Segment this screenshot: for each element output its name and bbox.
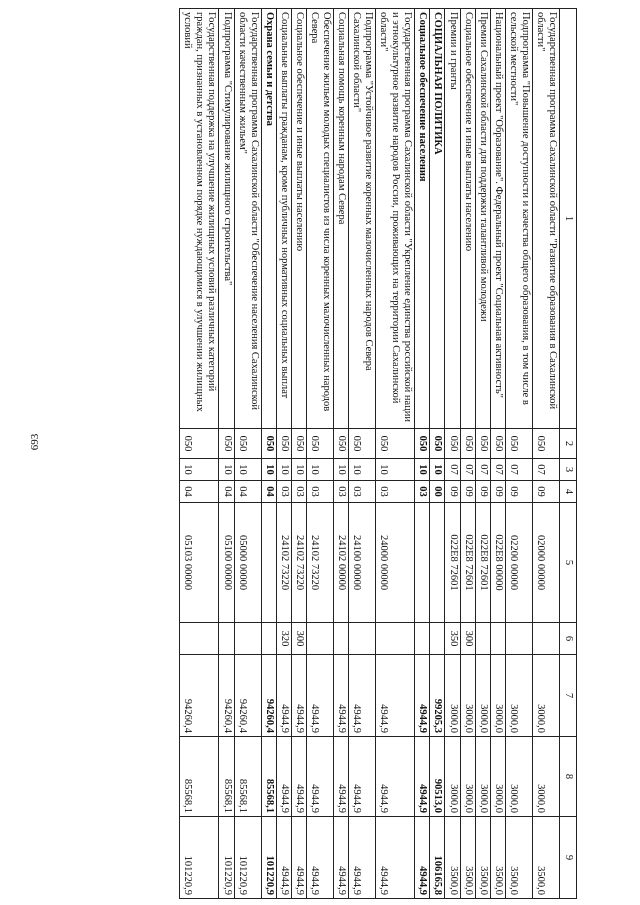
subsection-cell: 09 <box>445 481 460 503</box>
subsection-cell: 04 <box>219 481 234 503</box>
row-name-cell: Государственная программа Сахалинской области "Укрепление единства российской нации и этнокультурное развитие народов России, проживающих на территории Сахалинской области" <box>376 9 415 429</box>
section-cell: 07 <box>460 459 475 481</box>
grbs-cell: 050 <box>276 429 291 459</box>
subsection-cell: 03 <box>291 481 306 503</box>
amount-year3-cell: 101220,9 <box>180 817 219 899</box>
budget-table-rotated <box>57 8 577 898</box>
amount-year1-cell: 99205,3 <box>430 655 445 737</box>
row-name-cell: Подпрограмма "Устойчивое развитие коренных малочисленных народов Севера Сахалинской области" <box>349 9 376 429</box>
target-article-cell: 05100 00000 <box>219 503 234 623</box>
expense-type-cell <box>334 623 349 655</box>
expense-type-cell <box>349 623 376 655</box>
amount-year3-cell: 3500,0 <box>475 817 490 899</box>
expense-type-cell <box>505 623 532 655</box>
expense-type-cell <box>415 623 430 655</box>
amount-year3-cell: 4944,9 <box>291 817 306 899</box>
table-row <box>376 9 415 899</box>
table-row <box>276 9 291 899</box>
section-cell: 10 <box>415 459 430 481</box>
amount-year1-cell: 4944,9 <box>349 655 376 737</box>
target-article-cell: 24102 00000 <box>334 503 349 623</box>
grbs-cell: 050 <box>180 429 219 459</box>
row-name-cell: Социальное обеспечение и иные выплаты населению <box>460 9 475 429</box>
amount-year3-cell: 106165,8 <box>430 817 445 899</box>
section-cell: 07 <box>445 459 460 481</box>
row-name-cell: Премии и гранты <box>445 9 460 429</box>
table-row <box>505 9 532 899</box>
section-cell: 10 <box>349 459 376 481</box>
amount-year1-cell: 3000,0 <box>460 655 475 737</box>
amount-year2-cell: 3000,0 <box>505 737 532 817</box>
section-cell: 07 <box>532 459 559 481</box>
row-name-cell: Социальное обеспечение и иные выплаты населению <box>291 9 306 429</box>
amount-year2-cell: 3000,0 <box>460 737 475 817</box>
expense-type-cell <box>219 623 234 655</box>
expense-type-cell <box>490 623 505 655</box>
amount-year3-cell: 3500,0 <box>445 817 460 899</box>
amount-year3-cell: 101220,9 <box>219 817 234 899</box>
row-name-cell: Государственная программа Сахалинской области "Развитие образования в Сахалинской области" <box>532 9 559 429</box>
amount-year1-cell: 4944,9 <box>291 655 306 737</box>
grbs-cell: 050 <box>430 429 445 459</box>
grbs-cell: 050 <box>349 429 376 459</box>
target-article-cell: 24100 00000 <box>349 503 376 623</box>
table-row <box>349 9 376 899</box>
grbs-cell: 050 <box>234 429 261 459</box>
table-row <box>234 9 261 899</box>
grbs-cell: 050 <box>505 429 532 459</box>
row-name-cell: Подпрограмма "Повышение доступности и качества общего образования, в том числе в сельской местности" <box>505 9 532 429</box>
amount-year1-cell: 3000,0 <box>475 655 490 737</box>
amount-year1-cell: 94260,4 <box>261 655 276 737</box>
column-header: 7 <box>560 655 577 737</box>
section-cell: 10 <box>291 459 306 481</box>
target-article-cell <box>261 503 276 623</box>
target-article-cell: 05000 00000 <box>234 503 261 623</box>
subsection-cell: 03 <box>306 481 333 503</box>
table-body <box>180 9 560 899</box>
target-article-cell: 24102 73220 <box>306 503 333 623</box>
amount-year1-cell: 3000,0 <box>505 655 532 737</box>
table-header-row <box>560 9 577 899</box>
row-name-cell: Социальная помощь коренным народам Севера <box>334 9 349 429</box>
target-article-cell: 24000 00000 <box>376 503 415 623</box>
amount-year3-cell: 101220,9 <box>234 817 261 899</box>
amount-year1-cell: 4944,9 <box>376 655 415 737</box>
amount-year3-cell: 3500,0 <box>490 817 505 899</box>
section-cell: 10 <box>180 459 219 481</box>
grbs-cell: 050 <box>415 429 430 459</box>
table-row <box>445 9 460 899</box>
subsection-cell: 09 <box>475 481 490 503</box>
expense-type-cell <box>475 623 490 655</box>
table-row <box>460 9 475 899</box>
amount-year2-cell: 3000,0 <box>445 737 460 817</box>
target-article-cell: 02200 00000 <box>505 503 532 623</box>
grbs-cell: 050 <box>376 429 415 459</box>
table-row <box>430 9 445 899</box>
expense-type-cell <box>234 623 261 655</box>
target-article-cell: 022E8 00000 <box>490 503 505 623</box>
table-row <box>291 9 306 899</box>
amount-year2-cell: 3000,0 <box>532 737 559 817</box>
expense-type-cell: 300 <box>460 623 475 655</box>
section-cell: 10 <box>334 459 349 481</box>
amount-year1-cell: 3000,0 <box>490 655 505 737</box>
amount-year1-cell: 94260,4 <box>219 655 234 737</box>
row-name-cell: СОЦИАЛЬНАЯ ПОЛИТИКА <box>430 9 445 429</box>
row-name-cell: Государственная программа Сахалинской области "Обеспечение населения Сахалинской области качественным жильем" <box>234 9 261 429</box>
row-name-cell: Охрана семьи и детства <box>261 9 276 429</box>
subsection-cell: 03 <box>276 481 291 503</box>
target-article-cell: 02000 00000 <box>532 503 559 623</box>
amount-year1-cell: 3000,0 <box>532 655 559 737</box>
grbs-cell: 050 <box>460 429 475 459</box>
row-name-cell: Социальные выплаты гражданам, кроме публичных нормативных социальных выплат <box>276 9 291 429</box>
target-article-cell <box>415 503 430 623</box>
amount-year2-cell: 85568,1 <box>219 737 234 817</box>
section-cell: 10 <box>234 459 261 481</box>
expense-type-cell <box>306 623 333 655</box>
grbs-cell: 050 <box>291 429 306 459</box>
section-cell: 10 <box>276 459 291 481</box>
expense-type-cell <box>532 623 559 655</box>
amount-year3-cell: 4944,9 <box>276 817 291 899</box>
amount-year2-cell: 4944,9 <box>376 737 415 817</box>
column-header: 1 <box>560 9 577 429</box>
target-article-cell: 24102 73220 <box>291 503 306 623</box>
grbs-cell: 050 <box>490 429 505 459</box>
subsection-cell: 03 <box>334 481 349 503</box>
section-cell: 07 <box>505 459 532 481</box>
grbs-cell: 050 <box>334 429 349 459</box>
subsection-cell: 09 <box>490 481 505 503</box>
section-cell: 10 <box>261 459 276 481</box>
row-name-cell: Подпрограмма "Стимулирование жилищного строительства" <box>219 9 234 429</box>
section-cell: 07 <box>490 459 505 481</box>
budget-table <box>179 8 577 899</box>
subsection-cell: 04 <box>234 481 261 503</box>
amount-year1-cell: 3000,0 <box>445 655 460 737</box>
table-row <box>219 9 234 899</box>
page-number: 693 <box>29 433 41 451</box>
table-row <box>261 9 276 899</box>
section-cell: 10 <box>430 459 445 481</box>
row-name-cell: Премии Сахалинской области для поддержки талантливой молодежи <box>475 9 490 429</box>
expense-type-cell <box>376 623 415 655</box>
subsection-cell: 00 <box>430 481 445 503</box>
amount-year2-cell: 85568,1 <box>234 737 261 817</box>
table-row <box>306 9 333 899</box>
table-row <box>180 9 219 899</box>
amount-year3-cell: 3500,0 <box>505 817 532 899</box>
amount-year3-cell: 3500,0 <box>460 817 475 899</box>
expense-type-cell <box>180 623 219 655</box>
amount-year2-cell: 4944,9 <box>291 737 306 817</box>
row-name-cell: Государственная поддержка на улучшение жилищных условий различных категорий граждан, признанных в установленном порядке нуждающимися в улучшении жилищных условий <box>180 9 219 429</box>
amount-year2-cell: 4944,9 <box>415 737 430 817</box>
grbs-cell: 050 <box>475 429 490 459</box>
table-row <box>475 9 490 899</box>
target-article-cell: 05103 00000 <box>180 503 219 623</box>
column-header: 9 <box>560 817 577 899</box>
section-cell: 07 <box>475 459 490 481</box>
table-row <box>334 9 349 899</box>
amount-year2-cell: 4944,9 <box>306 737 333 817</box>
amount-year1-cell: 4944,9 <box>306 655 333 737</box>
amount-year2-cell: 3000,0 <box>475 737 490 817</box>
amount-year2-cell: 85568,1 <box>180 737 219 817</box>
expense-type-cell: 300 <box>291 623 306 655</box>
subsection-cell: 09 <box>505 481 532 503</box>
grbs-cell: 050 <box>306 429 333 459</box>
amount-year2-cell: 4944,9 <box>349 737 376 817</box>
target-article-cell <box>430 503 445 623</box>
amount-year1-cell: 4944,9 <box>276 655 291 737</box>
amount-year3-cell: 4944,9 <box>415 817 430 899</box>
amount-year3-cell: 3500,0 <box>532 817 559 899</box>
subsection-cell: 03 <box>415 481 430 503</box>
expense-type-cell: 350 <box>445 623 460 655</box>
expense-type-cell <box>261 623 276 655</box>
table-row <box>415 9 430 899</box>
amount-year3-cell: 101220,9 <box>261 817 276 899</box>
amount-year1-cell: 4944,9 <box>334 655 349 737</box>
grbs-cell: 050 <box>219 429 234 459</box>
amount-year2-cell: 3000,0 <box>490 737 505 817</box>
amount-year1-cell: 94260,4 <box>180 655 219 737</box>
target-article-cell: 022E8 72601 <box>475 503 490 623</box>
target-article-cell: 022E8 72601 <box>445 503 460 623</box>
grbs-cell: 050 <box>261 429 276 459</box>
amount-year3-cell: 4944,9 <box>306 817 333 899</box>
grbs-cell: 050 <box>532 429 559 459</box>
subsection-cell: 09 <box>460 481 475 503</box>
section-cell: 10 <box>219 459 234 481</box>
amount-year3-cell: 4944,9 <box>376 817 415 899</box>
column-header: 6 <box>560 623 577 655</box>
subsection-cell: 04 <box>261 481 276 503</box>
subsection-cell: 09 <box>532 481 559 503</box>
amount-year1-cell: 94260,4 <box>234 655 261 737</box>
amount-year2-cell: 85568,1 <box>261 737 276 817</box>
table-row <box>532 9 559 899</box>
column-header: 2 <box>560 429 577 459</box>
amount-year3-cell: 4944,9 <box>334 817 349 899</box>
amount-year3-cell: 4944,9 <box>349 817 376 899</box>
amount-year1-cell: 4944,9 <box>415 655 430 737</box>
amount-year2-cell: 90513,0 <box>430 737 445 817</box>
subsection-cell: 03 <box>376 481 415 503</box>
column-header: 5 <box>560 503 577 623</box>
column-header: 8 <box>560 737 577 817</box>
target-article-cell: 022E8 72601 <box>460 503 475 623</box>
target-article-cell: 24102 73220 <box>276 503 291 623</box>
expense-type-cell: 320 <box>276 623 291 655</box>
row-name-cell: Обеспечение жильем молодых специалистов из числа коренных малочисленных народов Севера <box>306 9 333 429</box>
section-cell: 10 <box>306 459 333 481</box>
subsection-cell: 04 <box>180 481 219 503</box>
amount-year2-cell: 4944,9 <box>334 737 349 817</box>
expense-type-cell <box>430 623 445 655</box>
grbs-cell: 050 <box>445 429 460 459</box>
column-header: 3 <box>560 459 577 481</box>
section-cell: 10 <box>376 459 415 481</box>
amount-year2-cell: 4944,9 <box>276 737 291 817</box>
subsection-cell: 03 <box>349 481 376 503</box>
table-row <box>490 9 505 899</box>
column-header: 4 <box>560 481 577 503</box>
row-name-cell: Национальный проект "Образование". Федеральный проект "Социальная активность" <box>490 9 505 429</box>
row-name-cell: Социальное обеспечение населения <box>415 9 430 429</box>
